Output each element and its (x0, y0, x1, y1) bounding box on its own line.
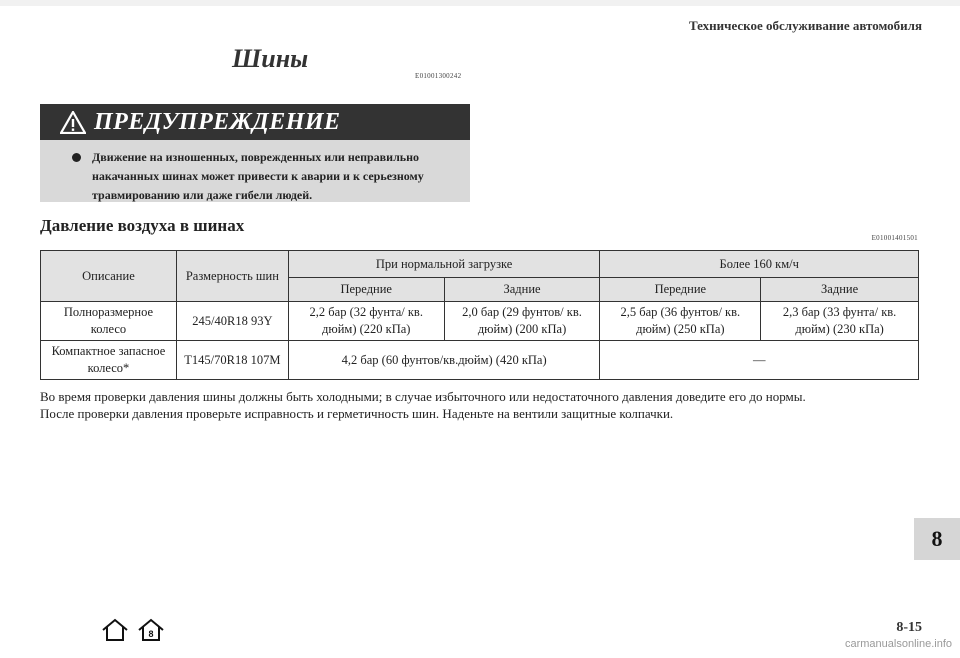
warning-box (40, 104, 470, 202)
bullet-icon (72, 153, 81, 162)
pressure-heading: Давление воздуха в шинах (40, 216, 245, 235)
home-icon[interactable] (100, 618, 130, 642)
pressure-code: E01001401501 (871, 234, 918, 242)
warning-text: Движение на изношенных, поврежденных или неправильно накачанных шинах может привести к аварии и к серьезному травмированию или даже гибели людей. (92, 150, 424, 202)
col-tire-size: Размерность шин (176, 251, 288, 302)
note-line: Во время проверки давления шины должны быть холодными; в случае избыточного или недостаточного давления доведите его до нормы. (40, 389, 806, 404)
warning-title: ПРЕДУПРЕЖДЕНИЕ (94, 108, 341, 135)
tire-pressure-table (40, 250, 919, 380)
col-normal-front: Передние (288, 278, 444, 302)
row-fast-front: 2,5 бар (36 фунтов/ кв. дюйм) (250 кПа) (600, 302, 761, 341)
col-fast-rear: Задние (761, 278, 919, 302)
row-tire-size: T145/70R18 107M (176, 341, 288, 380)
row-description: Компактное запасное колесо* (41, 341, 177, 380)
row-fast-rear: 2,3 бар (33 фунта/ кв. дюйм) (230 кПа) (761, 302, 919, 341)
row-tire-size: 245/40R18 93Y (176, 302, 288, 341)
table-row (41, 341, 919, 380)
note-line: После проверки давления проверьте исправность и герметичность шин. Наденьте на вентили защитные колпачки. (40, 406, 674, 421)
index-icon-label: 8 (148, 629, 154, 639)
page-header: Техническое обслуживание автомобиля (688, 18, 922, 33)
row-normal-pressure: 4,2 бар (60 фунтов/кв.дюйм) (420 кПа) (288, 341, 600, 380)
index-icon[interactable] (136, 618, 166, 642)
group-high-speed: Более 160 км/ч (600, 251, 919, 278)
notes (40, 388, 920, 422)
row-normal-front: 2,2 бар (32 фунта/ кв. дюйм) (220 кПа) (288, 302, 444, 341)
group-normal-load: При нормальной загрузке (288, 251, 600, 278)
watermark: carmanualsonline.info (844, 638, 952, 650)
nav-icons (100, 618, 166, 642)
warning-body (40, 140, 470, 205)
chapter-tab[interactable]: 8 (914, 518, 960, 560)
row-description: Полноразмерное колесо (41, 302, 177, 341)
col-fast-front: Передние (600, 278, 761, 302)
table-row (41, 302, 919, 341)
row-fast-pressure: — (600, 341, 919, 380)
col-description: Описание (41, 251, 177, 302)
section-title: Шины (232, 44, 309, 73)
row-normal-rear: 2,0 бар (29 фунтов/ кв. дюйм) (200 кПа) (444, 302, 600, 341)
warning-triangle-icon (60, 111, 86, 134)
section-code: E01001300242 (415, 72, 462, 80)
top-rule (0, 0, 960, 6)
col-normal-rear: Задние (444, 278, 600, 302)
page-number: 8-15 (896, 620, 922, 635)
warning-header (40, 104, 470, 140)
